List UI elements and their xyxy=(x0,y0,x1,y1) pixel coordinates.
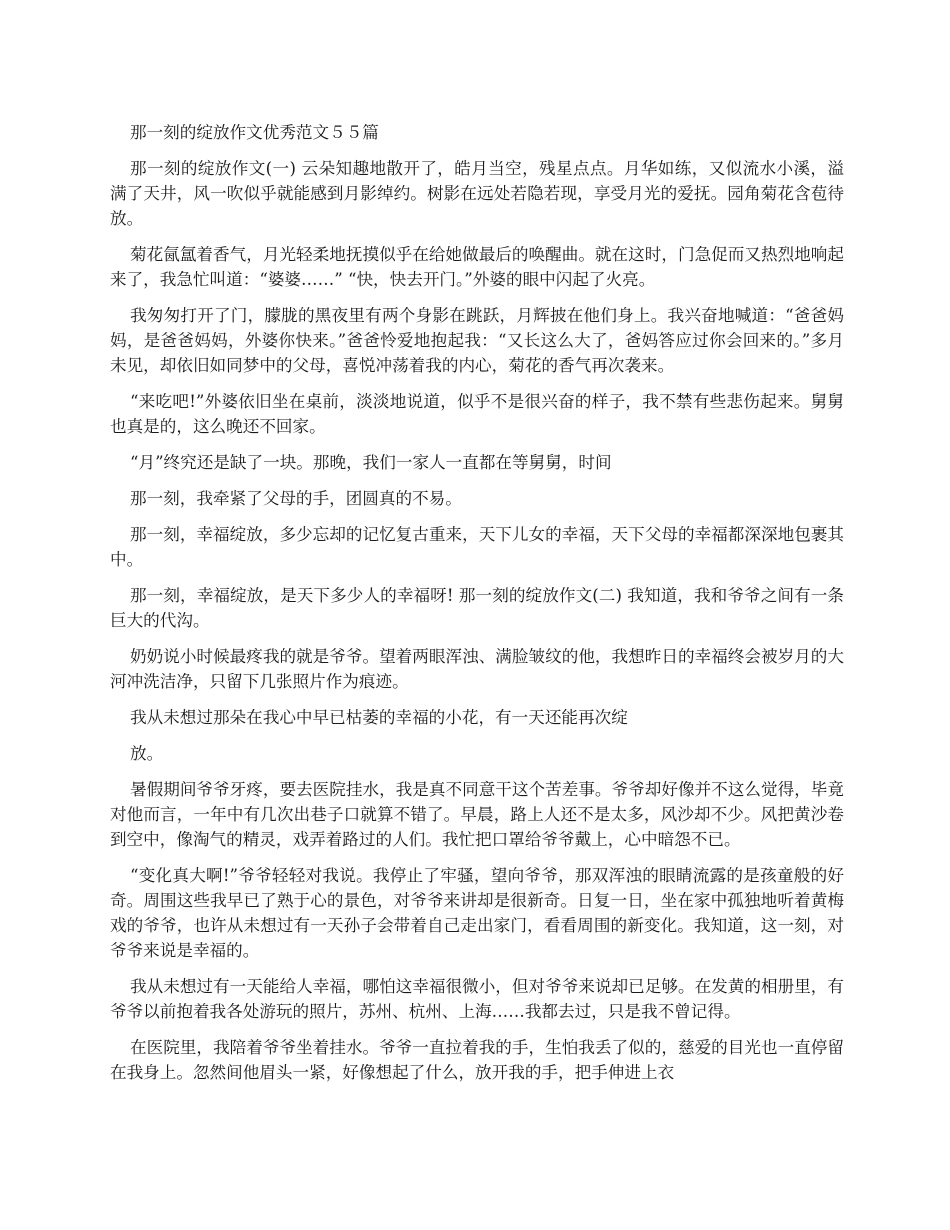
paragraph: 放。 xyxy=(130,744,164,763)
paragraph: 我从未想过那朵在我心中早已枯萎的幸福的小花，有一天还能再次绽 xyxy=(130,708,628,727)
paragraph: 那一刻，我牵紧了父母的手，团圆真的不易。 xyxy=(130,489,462,508)
paragraph: 菊花氤氲着香气，月光轻柔地抚摸似乎在给她做最后的唤醒曲。就在这时，门急促而又热烈地响起来了，我急忙叫道：“婆婆……” “快，快去开门。”外婆的眼中闪起了火亮。 xyxy=(110,245,844,289)
document-title: 那一刻的绽放作文优秀范文５５篇 xyxy=(130,123,379,142)
paragraph: 奶奶说小时候最疼我的就是爷爷。望着两眼浑浊、满脸皱纹的他，我想昨日的幸福终会被岁月的大河冲洗洁净，只留下几张照片作为痕迹。 xyxy=(110,647,844,691)
document-body xyxy=(110,120,844,1096)
paragraph: 那一刻，幸福绽放，是天下多少人的幸福呀! 那一刻的绽放作文(二) 我知道，我和爷爷之间有一条巨大的代沟。 xyxy=(110,586,844,630)
paragraph: 在医院里，我陪着爷爷坐着挂水。爷爷一直拉着我的手，生怕我丢了似的，慈爱的目光也一直停留在我身上。忽然间他眉头一紧，好像想起了什么，放开我的手，把手伸进上衣 xyxy=(110,1038,844,1082)
paragraph: “来吃吧!”外婆依旧坐在桌前，淡淡地说道，似乎不是很兴奋的样子，我不禁有些悲伤起来。舅舅也真是的，这么晚还不回家。 xyxy=(110,392,844,436)
paragraph: “月”终究还是缺了一块。那晚，我们一家人一直都在等舅舅，时间 xyxy=(130,453,612,472)
paragraph: 那一刻，幸福绽放，多少忘却的记忆复古重来，天下儿女的幸福，天下父母的幸福都深深地包裹其中。 xyxy=(110,525,844,569)
paragraph: “变化真大啊!”爷爷轻轻对我说。我停止了牢骚，望向爷爷，那双浑浊的眼睛流露的是孩童般的好奇。周围这些我早已了熟于心的景色，对爷爷来讲却是很新奇。日复一日，坐在家中孤独地听着黄梅戏的爷爷，也许从未想过有一天孙子会带着自己走出家门，看看周围的新变化。我知道，这一刻，对爷爷来说是幸福的。 xyxy=(110,866,844,960)
paragraph: 我匆匆打开了门，朦胧的黑夜里有两个身影在跳跃，月辉披在他们身上。我兴奋地喊道：“爸爸妈妈，是爸爸妈妈，外婆你快来。”爸爸怜爱地抱起我：“又长这么大了，爸妈答应过你会回来的。”多月未见，却依旧如同梦中的父母，喜悦冲荡着我的内心，菊花的香气再次袭来。 xyxy=(110,306,844,375)
paragraph: 我从未想过有一天能给人幸福，哪怕这幸福很微小，但对爷爷来说却已足够。在发黄的相册里，有爷爷以前抱着我各处游玩的照片，苏州、杭州、上海……我都去过，只是我不曾记得。 xyxy=(110,977,844,1021)
paragraph: 那一刻的绽放作文(一) 云朵知趣地散开了，皓月当空，残星点点。月华如练，又似流水小溪，溢满了天井，风一吹似乎就能感到月影绰约。树影在远处若隐若现，享受月光的爱抚。园角菊花含苞待放。 xyxy=(110,159,844,228)
paragraph: 暑假期间爷爷牙疼，要去医院挂水，我是真不同意干这个苦差事。爷爷却好像并不这么觉得，毕竟对他而言，一年中有几次出巷子口就算不错了。早晨，路上人还不是太多，风沙却不少。风把黄沙卷到空中，像淘气的精灵，戏弄着路过的人们。我忙把口罩给爷爷戴上，心中暗怨不已。 xyxy=(110,780,844,849)
